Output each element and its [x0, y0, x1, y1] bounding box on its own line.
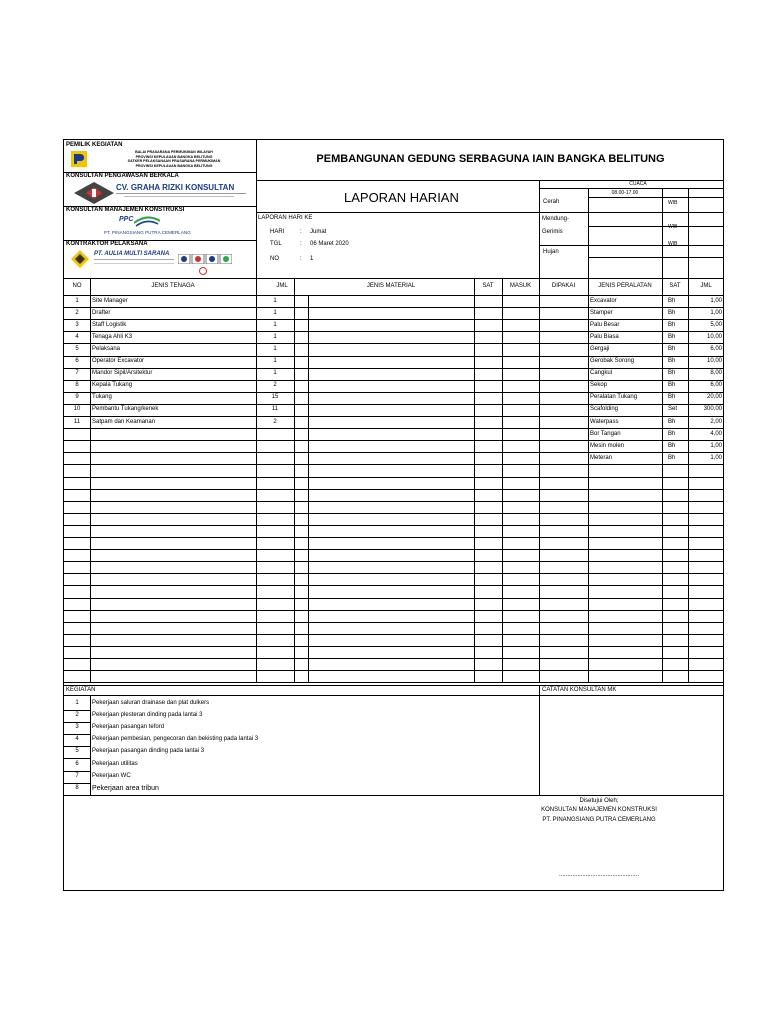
peralatan-name: Palu Besar: [590, 321, 620, 328]
tenaga-name: Mandor Sipil/Arsitektur: [92, 370, 153, 377]
kontraktor-name: PT. AULIA MULTI SARANA: [94, 251, 170, 257]
peralatan-sat: Bh: [668, 321, 676, 328]
tenaga-no: 4: [75, 333, 79, 340]
peralatan-name: Palu Biasa: [590, 333, 619, 340]
certification-badges-icon: [178, 251, 232, 261]
tenaga-no: 2: [75, 309, 79, 316]
kegiatan-no: 4: [75, 736, 79, 742]
kegiatan-no: 7: [75, 773, 79, 779]
colon: :: [300, 229, 302, 235]
peralatan-sat: Bh: [668, 394, 676, 401]
peralatan-sat: Bh: [668, 370, 676, 377]
tenaga-name: Drafter: [92, 309, 111, 316]
tenaga-name: Kepala Tukang: [92, 382, 133, 389]
col-header-masuk: MASUK: [509, 283, 532, 289]
pemilik-line: PROVINSI KEPULAUAN BANGKA BELITUNG: [135, 163, 213, 168]
disetujui-text: Disetujui Oleh;: [579, 798, 619, 804]
peralatan-sat: Bh: [668, 345, 676, 352]
signature-line1: KONSULTAN MANAJEMEN KONSTRUKSI: [541, 807, 657, 813]
manajemen-name: PT. PINANGSIANG PUTRA CEMERLANG: [104, 230, 191, 235]
catatan-label: CATATAN KONSULTAN MK: [542, 687, 617, 693]
colon: :: [300, 256, 302, 262]
tenaga-jml: 1: [273, 370, 277, 377]
peralatan-sat: Bh: [668, 442, 676, 449]
peralatan-name: Peralatan Tukang: [590, 394, 638, 401]
peralatan-sat: Bh: [668, 309, 676, 316]
peralatan-jml: 1,00: [710, 297, 722, 304]
pengawasan-label: KONSULTAN PENGAWASAN BERKALA: [66, 173, 179, 179]
daily-report-sheet: [63, 139, 724, 891]
graha-logo-icon: [74, 182, 114, 204]
tenaga-name: Pelaksana: [92, 345, 121, 352]
peralatan-jml: 300,00: [703, 406, 722, 413]
laporan-hari-ke: LAPORAN HARI KE: [258, 215, 313, 221]
peralatan-sat: Bh: [668, 382, 676, 389]
peralatan-name: Waterpass: [590, 418, 619, 425]
tgl-label: TGL: [270, 241, 282, 247]
pemilik-line: BALAI PRASARANA PERMUKIMAN WILAYAH: [135, 150, 213, 154]
tenaga-no: 10: [73, 406, 81, 413]
tenaga-jml: 2: [273, 418, 277, 425]
report-title: LAPORAN HARIAN: [344, 190, 459, 205]
peralatan-jml: 10,00: [706, 333, 722, 340]
tenaga-no: 8: [75, 382, 79, 389]
kegiatan-item: Pekerjaan pasangan teford: [92, 724, 165, 730]
kegiatan-no: 8: [75, 785, 79, 791]
tenaga-no: 7: [75, 370, 79, 377]
small-badge-icon: [198, 262, 208, 270]
col-header-jml2: JML: [700, 283, 712, 289]
col-header-jenis-peralatan: JENIS PERALATAN: [598, 283, 652, 289]
peralatan-jml: 10,00: [706, 358, 722, 364]
peralatan-name: Gerobak Sorong: [590, 358, 635, 364]
peralatan-jml: 6,00: [710, 345, 722, 352]
tenaga-jml: 1: [273, 321, 277, 328]
peralatan-sat: Bh: [668, 297, 676, 304]
peralatan-jml: 20,00: [706, 394, 722, 401]
col-header-jenis-tenaga: JENIS TENAGA: [151, 283, 195, 289]
pu-logo-icon: [71, 151, 87, 167]
kegiatan-label: KEGIATAN: [66, 687, 96, 693]
tenaga-jml: 1: [273, 297, 277, 304]
kegiatan-item: Pekerjaan pembesian, pengecoran dan bekisting pada lantai 3: [92, 736, 259, 742]
kegiatan-item: Pekerjaan WC: [92, 773, 131, 779]
hari-label: HARI: [270, 229, 285, 235]
peralatan-jml: 1,00: [710, 454, 722, 461]
pemilik-line: PROVINSI KEPULAUAN BANGKA BELITUNG: [135, 154, 213, 159]
kegiatan-item: Pekerjaan area tribun: [92, 785, 159, 792]
cuaca-title: CUACA: [629, 181, 647, 187]
kegiatan-item: Pekerjaan pasangan dinding pada lantai 3: [92, 748, 205, 754]
peralatan-name: Stamper: [590, 309, 613, 316]
tgl-value: 06 Maret 2020: [310, 241, 349, 247]
ppc-logo-icon: PPC: [119, 216, 134, 223]
tenaga-no: 9: [75, 394, 79, 401]
peralatan-jml: 6,00: [710, 382, 722, 389]
colon: :: [300, 241, 302, 247]
col-header-jml: JML: [276, 283, 288, 289]
kegiatan-item: Pekerjaan saluran drainase dan plat dulkers: [92, 700, 210, 706]
kegiatan-no: 5: [75, 748, 79, 754]
hari-value: Jumat: [310, 229, 327, 235]
peralatan-sat: Set: [668, 406, 678, 413]
tenaga-no: 3: [75, 321, 79, 328]
mendung-label: Mendung-: [542, 216, 570, 222]
kegiatan-no: 2: [75, 712, 79, 718]
kegiatan-no: 6: [75, 761, 79, 767]
no-value: 1: [310, 256, 314, 262]
peralatan-name: Meteran: [590, 454, 613, 461]
gerimis-label: Gerimis: [542, 229, 563, 235]
pemilik-label: PEMILIK KEGIATAN: [66, 142, 123, 148]
peralatan-sat: Bh: [668, 333, 676, 340]
no-label: NO: [270, 256, 279, 262]
peralatan-sat: Bh: [668, 418, 676, 425]
peralatan-sat: Bh: [668, 358, 676, 364]
signature-line2: PT. PINANGSIANG PUTRA CEMERLANG: [542, 817, 656, 823]
peralatan-sat: Bh: [668, 454, 676, 461]
manajemen-label: KONSULTAN MANAJEMEN KONSTRUKSI: [66, 207, 185, 213]
peralatan-name: Excavator: [590, 297, 617, 304]
tenaga-name: Operator Excavator: [92, 358, 145, 364]
cerah-label: Cerah: [543, 199, 560, 205]
tenaga-jml: 1: [273, 333, 277, 340]
peralatan-sat: Bh: [668, 430, 676, 437]
hujan-label: Hujan: [543, 249, 559, 255]
kegiatan-no: 1: [75, 700, 79, 706]
col-header-dipakai: DIPAKAI: [551, 283, 576, 289]
peralatan-jml: 2,00: [710, 418, 722, 425]
tenaga-no: 11: [73, 418, 81, 425]
col-header-no: NO: [72, 283, 82, 289]
tenaga-jml: 11: [271, 406, 279, 413]
tenaga-no: 5: [75, 345, 79, 352]
tenaga-no: 6: [75, 358, 79, 364]
kontraktor-label: KONTRAKTOR PELAKSANA: [66, 241, 148, 247]
pengawasan-name: CV. GRAHA RIZKI KONSULTAN: [116, 183, 235, 192]
tenaga-no: 1: [75, 297, 79, 304]
tenaga-jml: 1: [273, 358, 277, 364]
ppc-swoosh-icon: [134, 214, 160, 226]
wib-label: WIB: [668, 241, 678, 247]
peralatan-name: Cangkul: [590, 370, 613, 377]
kegiatan-item: Pekerjaan plesteran dinding pada lantai 3: [92, 712, 203, 718]
peralatan-name: Bor Tangan: [590, 430, 621, 437]
cerah-time: 08.00-17.00: [611, 190, 639, 196]
peralatan-jml: 1,00: [710, 309, 722, 316]
col-header-jenis-material: JENIS MATERIAL: [366, 283, 416, 289]
tenaga-name: Tenaga Ahli K3: [92, 333, 133, 340]
signature-blank: ................................................: [558, 872, 639, 878]
peralatan-name: Mesin molen: [590, 442, 625, 449]
project-title: PEMBANGUNAN GEDUNG SERBAGUNA IAIN BANGKA BELITUNG: [316, 153, 665, 165]
kegiatan-item: Pekerjaan utilitas: [92, 761, 138, 767]
wib-label: WIB: [668, 200, 678, 206]
peralatan-name: Sekop: [590, 382, 608, 389]
tenaga-name: Site Manager: [92, 297, 128, 304]
col-header-sat: SAT: [482, 283, 494, 289]
tenaga-name: Satpam dan Keamanan: [92, 418, 156, 425]
tenaga-name: Tukang: [92, 394, 112, 401]
pemilik-line: SATKER PELAKSANAAN PRASARANA PERMUKIMAN: [127, 159, 221, 164]
tenaga-jml: 2: [273, 382, 277, 389]
peralatan-name: Scafolding: [590, 406, 619, 413]
peralatan-jml: 1,00: [710, 442, 722, 449]
wib-label: WIB: [668, 224, 678, 230]
tenaga-jml: 1: [273, 309, 277, 316]
tenaga-name: Staff Logistik: [92, 321, 127, 328]
tenaga-name: Pembantu Tukang/kenek: [92, 406, 159, 413]
aulia-logo-icon: [71, 250, 89, 268]
tenaga-jml: 1: [273, 345, 277, 352]
col-header-sat2: SAT: [669, 283, 681, 289]
peralatan-jml: 4,00: [710, 430, 722, 437]
peralatan-jml: 5,00: [710, 321, 722, 328]
kegiatan-no: 3: [75, 724, 79, 730]
peralatan-name: Gergaji: [590, 345, 610, 352]
peralatan-jml: 8,00: [710, 370, 722, 377]
tenaga-jml: 15: [271, 394, 279, 401]
